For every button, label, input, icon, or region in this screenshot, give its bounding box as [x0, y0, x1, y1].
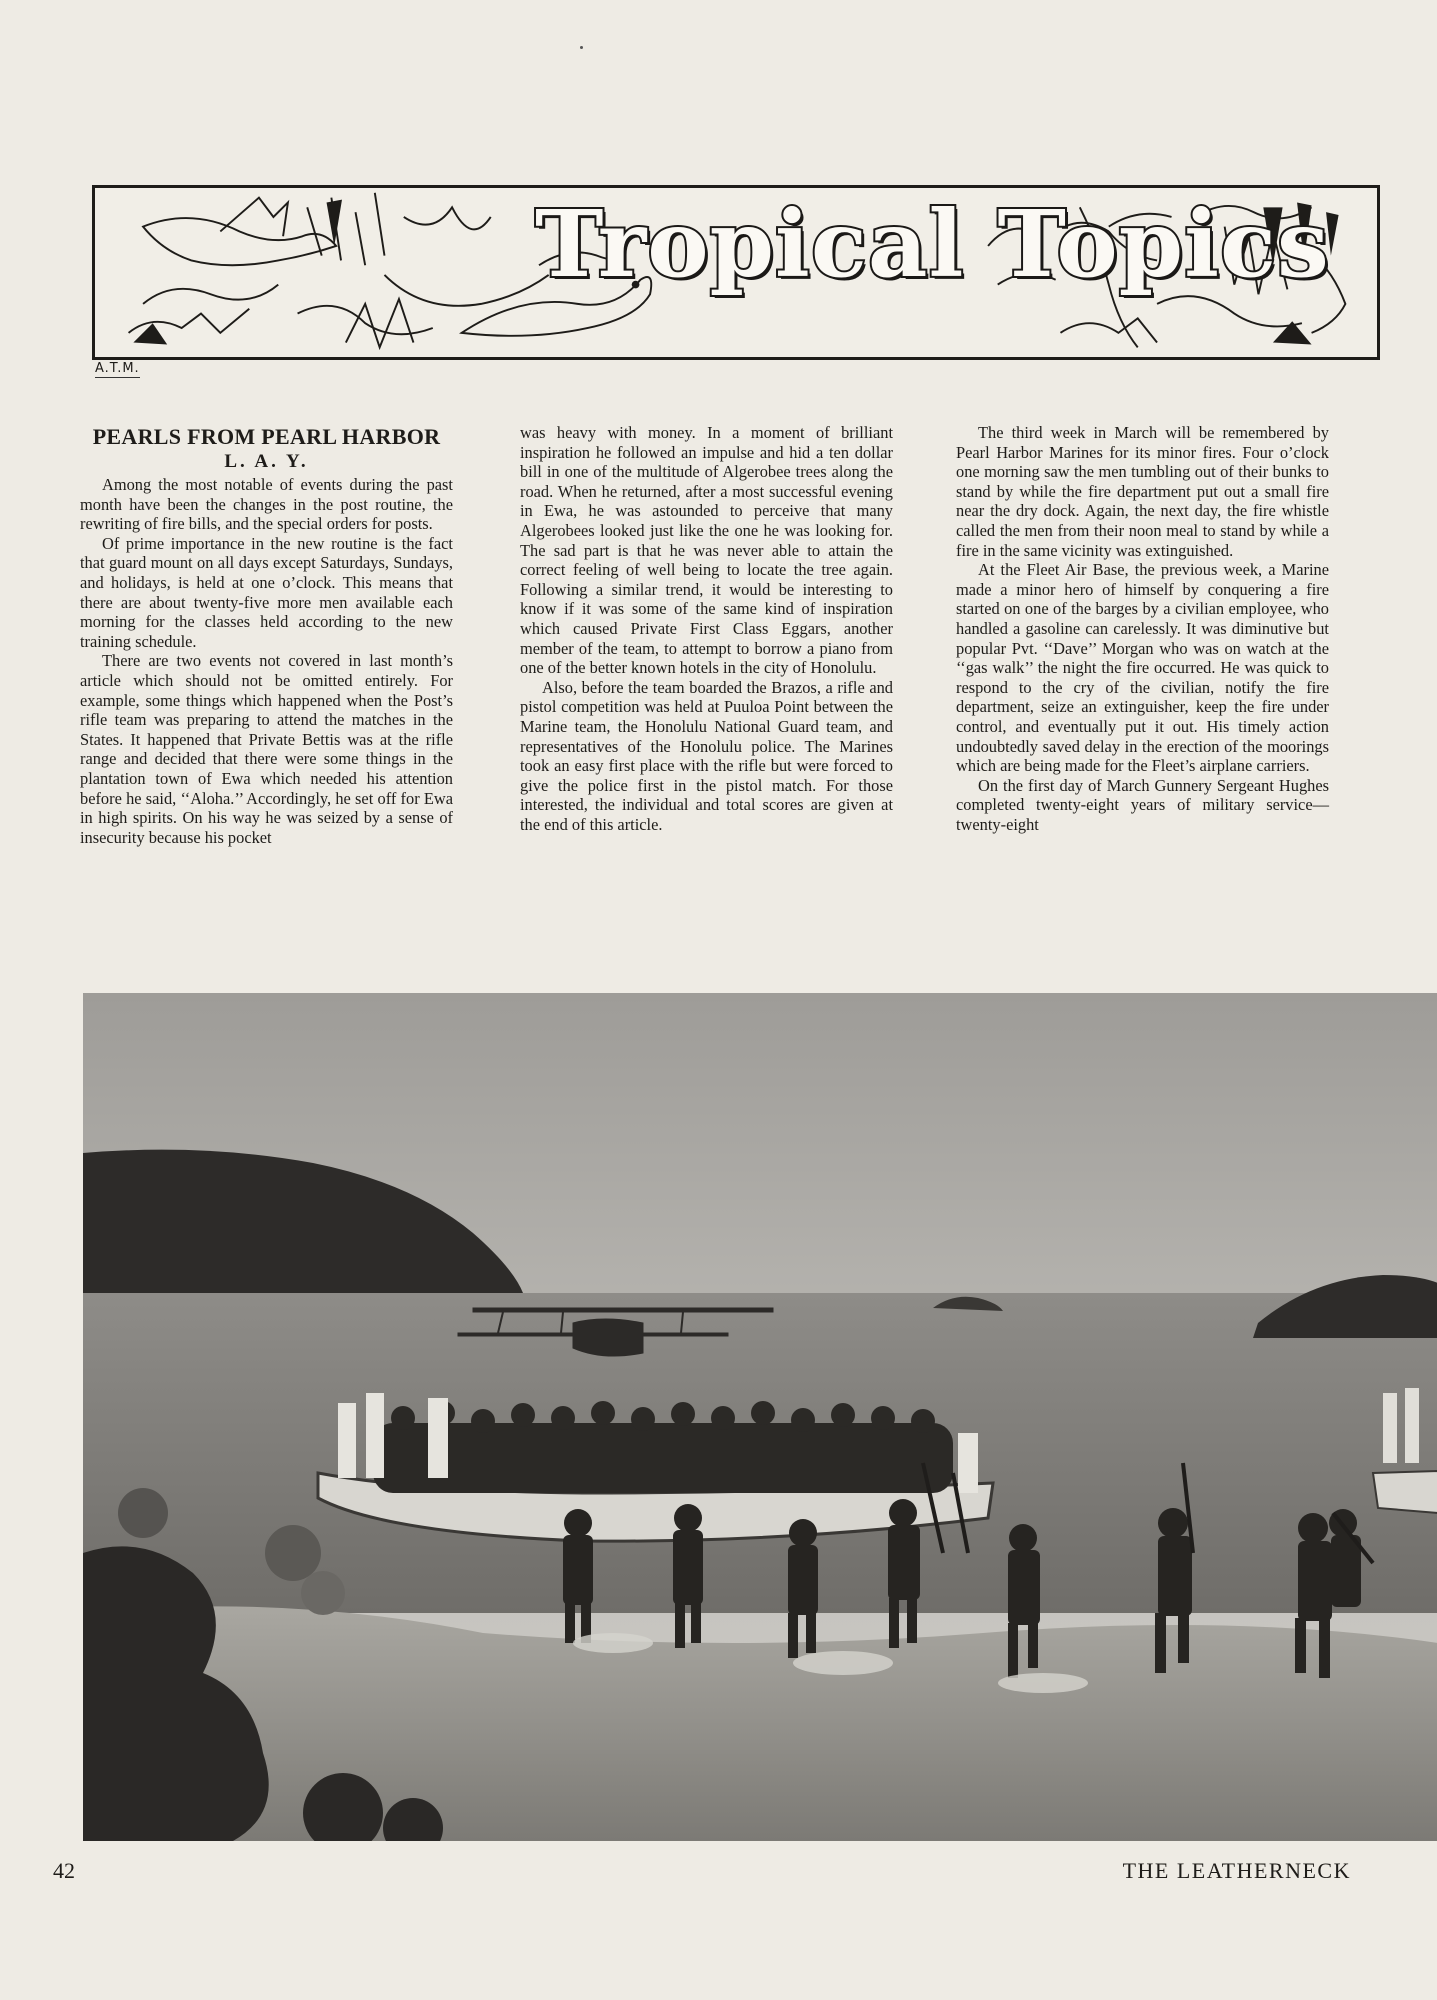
article-column-1 [80, 423, 453, 847]
print-speck [580, 46, 583, 49]
paragraph: Also, before the team boarded the Brazos, a rifle and pistol competition was held at Puuloa Point between the Marine team, the Honolulu National Guard team, and representatives of the Honolulu police. The Marines took an easy first place with the rifle but were forced to give the police first in the pistol match. For those interested, the individual and total scores are given at the end of this article. [520, 677, 893, 834]
section-banner [92, 185, 1380, 360]
photo-image [83, 993, 1437, 1841]
article-byline: L. A. Y. [224, 451, 309, 472]
paragraph: was heavy with money. In a moment of brilliant inspiration he followed an impulse and hid a ten dollar bill in one of the multitude of Algerobee trees along the road. When he returned, after a most successful evening in Ewa, he was astounded to perceive that many Algerobees looked just like the one he was looking for. The sad part is that he was never able to attain the correct feeling of well being to locate the tree again. Following a similar trend, it would be interesting to know if it was some of the same kind of inspiration which caused Private First Class Eggars, another member of the team, to attempt to borrow a piano from one of the better known hotels in the city of Honolulu. [520, 423, 893, 678]
article-title: PEARLS FROM PEARL HARBOR [92, 424, 441, 449]
magazine-name: THE LEATHERNECK [1122, 1858, 1351, 1883]
page-number: 42 [53, 1858, 75, 1883]
paragraph: Among the most notable of events during the past month have been the changes in the post routine, the rewriting of fire bills, and the special orders for posts. [80, 475, 453, 534]
paragraph: The third week in March will be remembered by Pearl Harbor Marines for its minor fires. Four o’clock one morning saw the men tumbling out of their bunks to stand by while the fire department put out a small fire near the dry dock. Again, the next day, the fire whistle called the men from their noon meal to stand by while a fire in the same vicinity was extinguished. [956, 423, 1329, 560]
paragraph: Of prime importance in the new routine is the fact that guard mount on all days except Saturdays, Sundays, and holidays, is held at one o’clock. This means that there are about twenty-five more men available each morning for the classes held according to the new training schedule. [80, 533, 453, 651]
article-column-2 [520, 423, 893, 834]
paragraph: There are two events not covered in last month’s article which should not be omitted entirely. For example, some things which happened when the Post’s rifle team was preparing to attend the matches in the States. It happened that Private Bettis was at the rifle range and decided that there were some things in the plantation town of Ewa which needed his attention before he said, ‘‘Aloha.’’ Accordingly, he set off for Ewa in high spirits. On his way he was seized by a sense of insecurity because his pocket [80, 651, 453, 847]
banner-title: Tropical Topics [535, 190, 1330, 298]
landing-photograph [83, 993, 1437, 1841]
artist-signature: A.T.M. [95, 361, 140, 376]
paragraph: On the first day of March Gunnery Sergeant Hughes completed twenty-eight years of military service—twenty-eight [956, 775, 1329, 834]
paragraph: At the Fleet Air Base, the previous week, a Marine made a minor hero of himself by conquering a fire started on one of the barges by a civilian employee, who handled a gasoline can carelessly. It was diminutive but popular Pvt. ‘‘Dave’’ Morgan who was on watch at the ‘‘gas walk’’ the night the fire occurred. He was quick to respond to the cry of the civilian, notify the fire department, seize an extinguisher, keep the fire under control, and eventually put it out. His timely action undoubtedly saved delay in the erection of the moorings which are being made for the Fleet’s airplane carriers. [956, 560, 1329, 776]
article-column-3 [956, 423, 1329, 834]
